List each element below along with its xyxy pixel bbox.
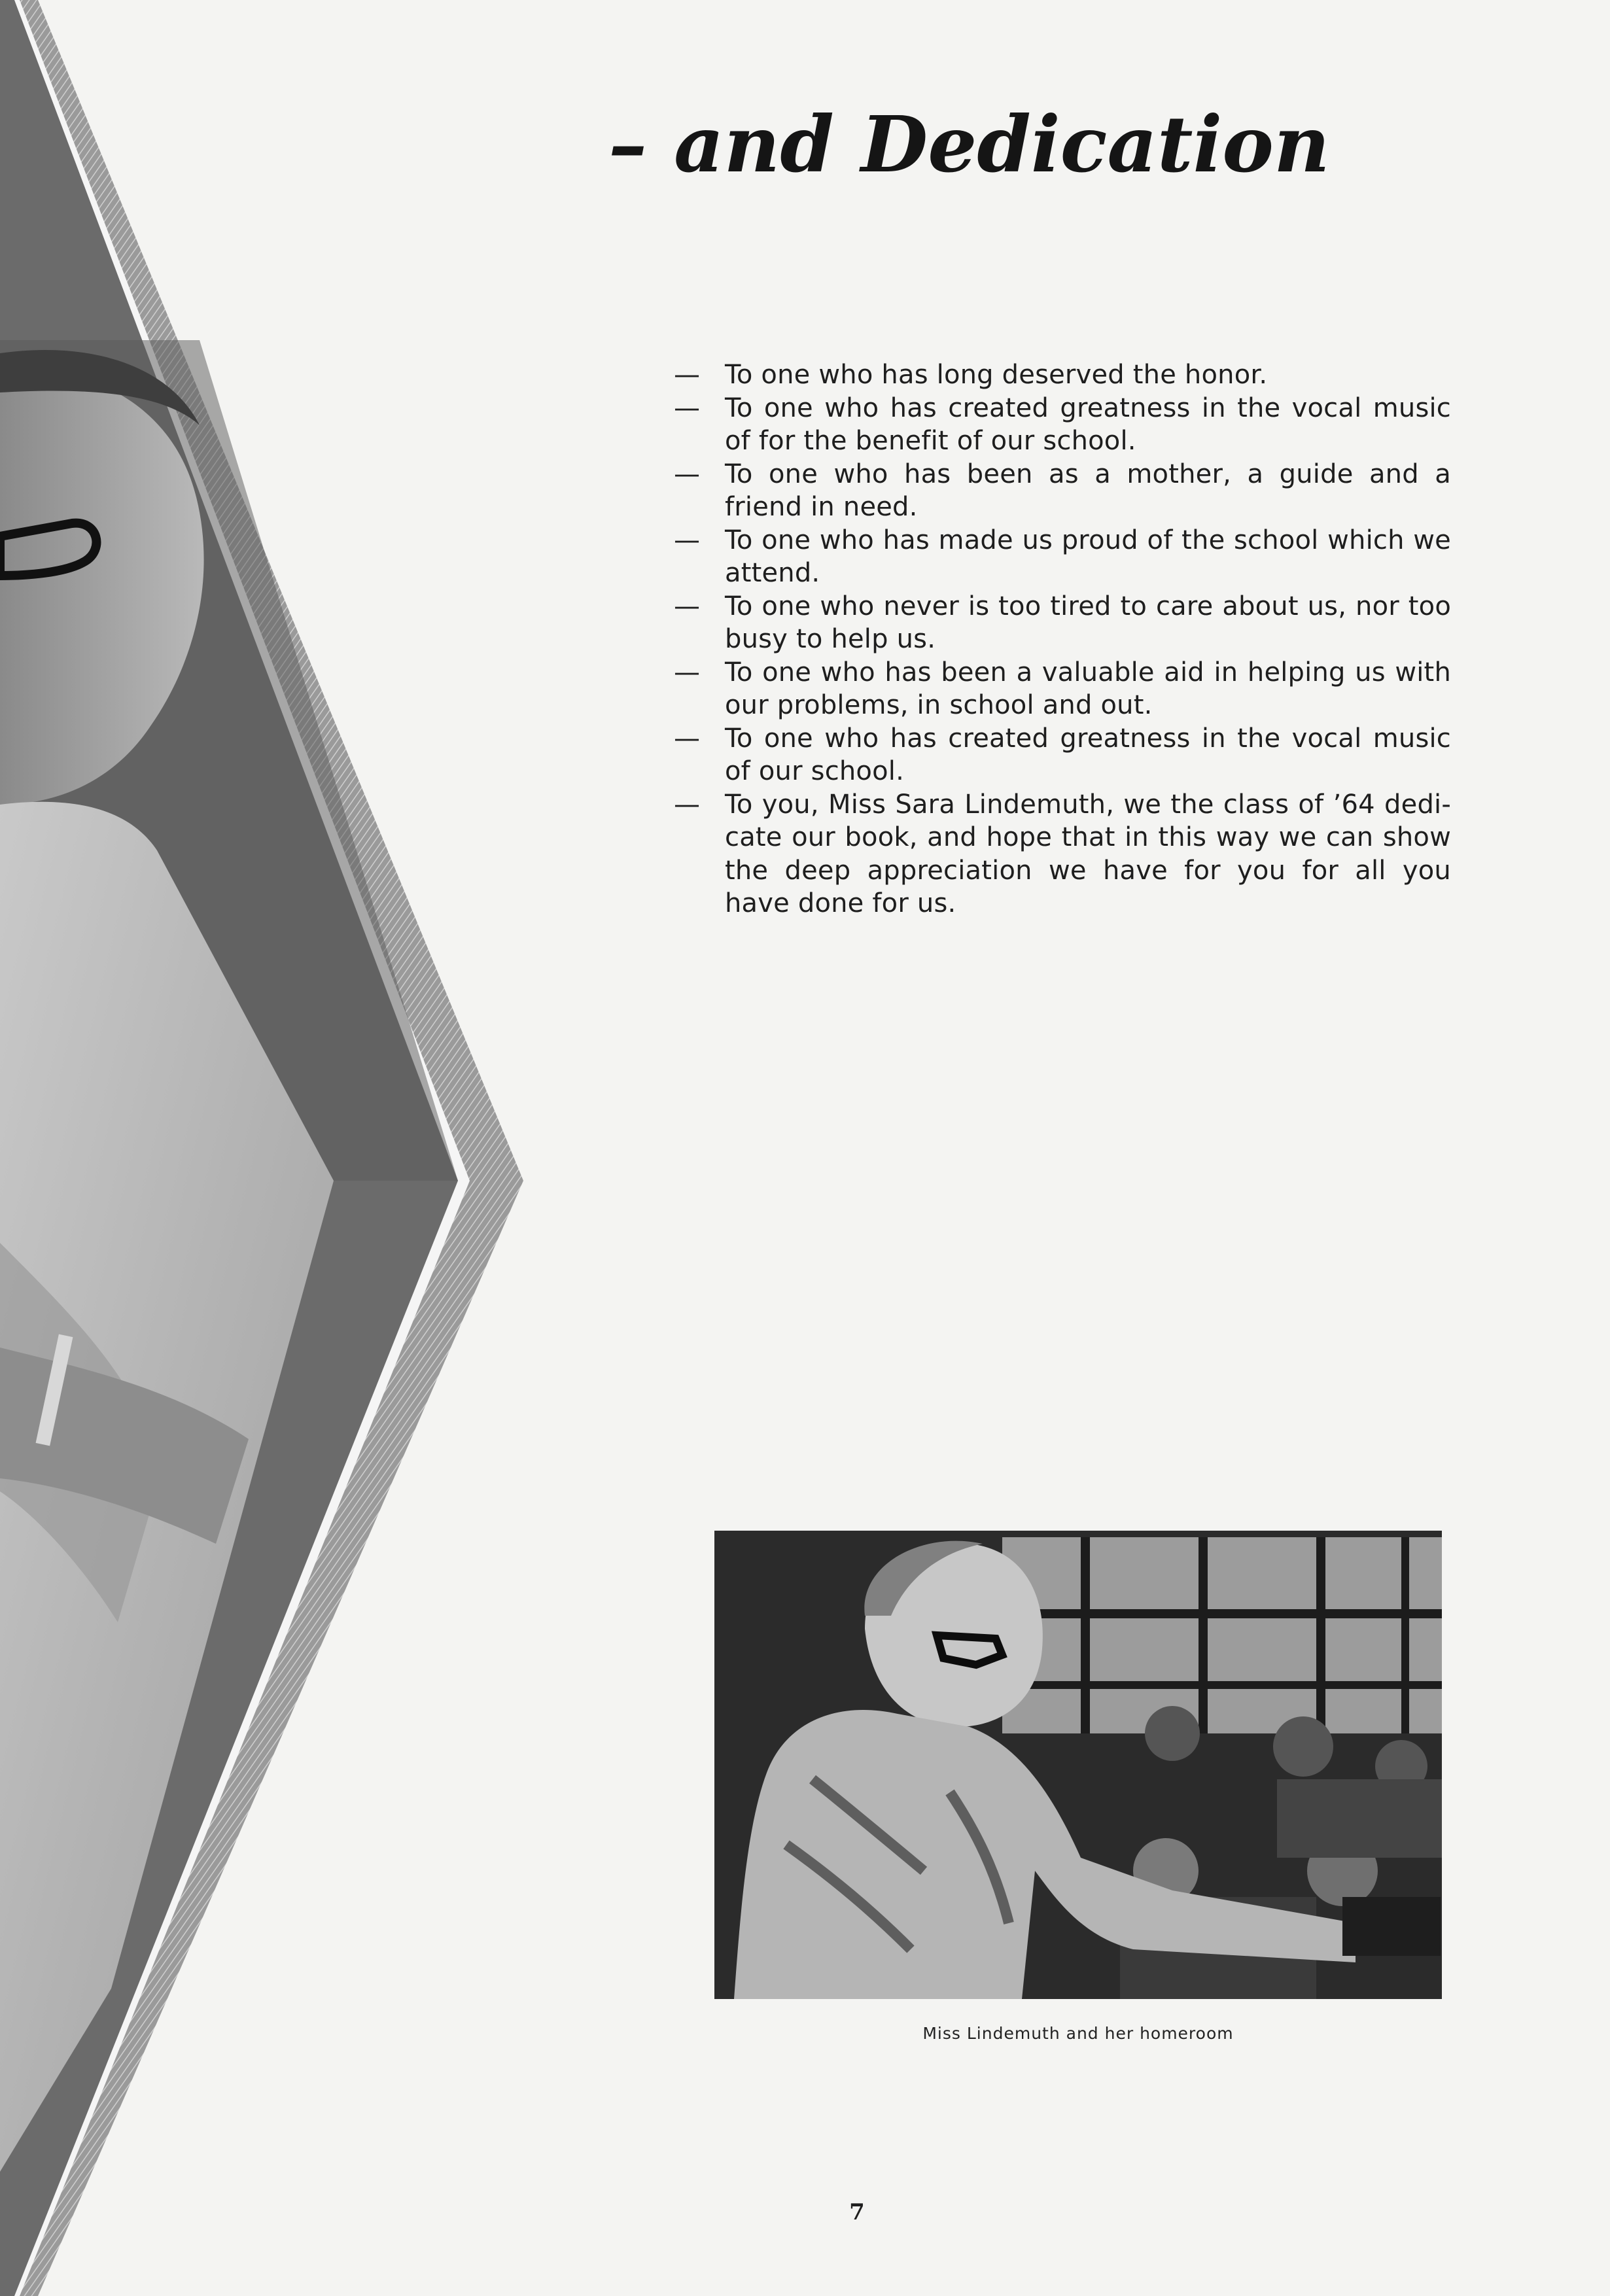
- page-title: – and Dedication: [608, 99, 1330, 190]
- dedication-item: — To one who has made us proud of the school which we attend.: [674, 525, 1451, 588]
- em-dash: —: [674, 591, 701, 621]
- dedication-item: — To one who has created greatness in the vocal music of our school.: [674, 723, 1451, 786]
- em-dash: —: [674, 459, 701, 489]
- page-number: 7: [849, 2199, 865, 2225]
- dedication-item: — To one who never is too tired to care about us, nor too busy to help us.: [674, 591, 1451, 654]
- dedication-list: [674, 358, 1451, 920]
- em-dash: —: [674, 657, 701, 687]
- dedication-item: — To one who has long deserved the honor.: [674, 358, 1451, 392]
- photo-caption: Miss Lindemuth and her homeroom: [922, 2024, 1234, 2043]
- dedication-item: — To one who has been as a mother, a guide and a friend in need.: [674, 459, 1451, 522]
- homeroom-photo-image: [714, 1531, 1442, 1999]
- dedication-item: — To one who has been a valuable aid in helping us with our problems, in school and out.: [674, 657, 1451, 720]
- em-dash: —: [674, 525, 701, 555]
- portrait-photo-diamond: [0, 0, 536, 2296]
- dedication-item: — To you, Miss Sara Lindemuth, we the class of ’64 dedi-cate our book, and hope that in this way we can show the deep appreciation we have for you for all you have done for us.: [674, 789, 1451, 918]
- em-dash: —: [674, 360, 701, 390]
- homeroom-photo: [714, 1531, 1442, 1999]
- dedication-item: — To one who has created greatness in the vocal music of for the benefit of our school.: [674, 392, 1451, 456]
- em-dash: —: [674, 392, 701, 423]
- window-frames: [1002, 1537, 1442, 1733]
- em-dash: —: [674, 789, 701, 820]
- em-dash: —: [674, 723, 701, 754]
